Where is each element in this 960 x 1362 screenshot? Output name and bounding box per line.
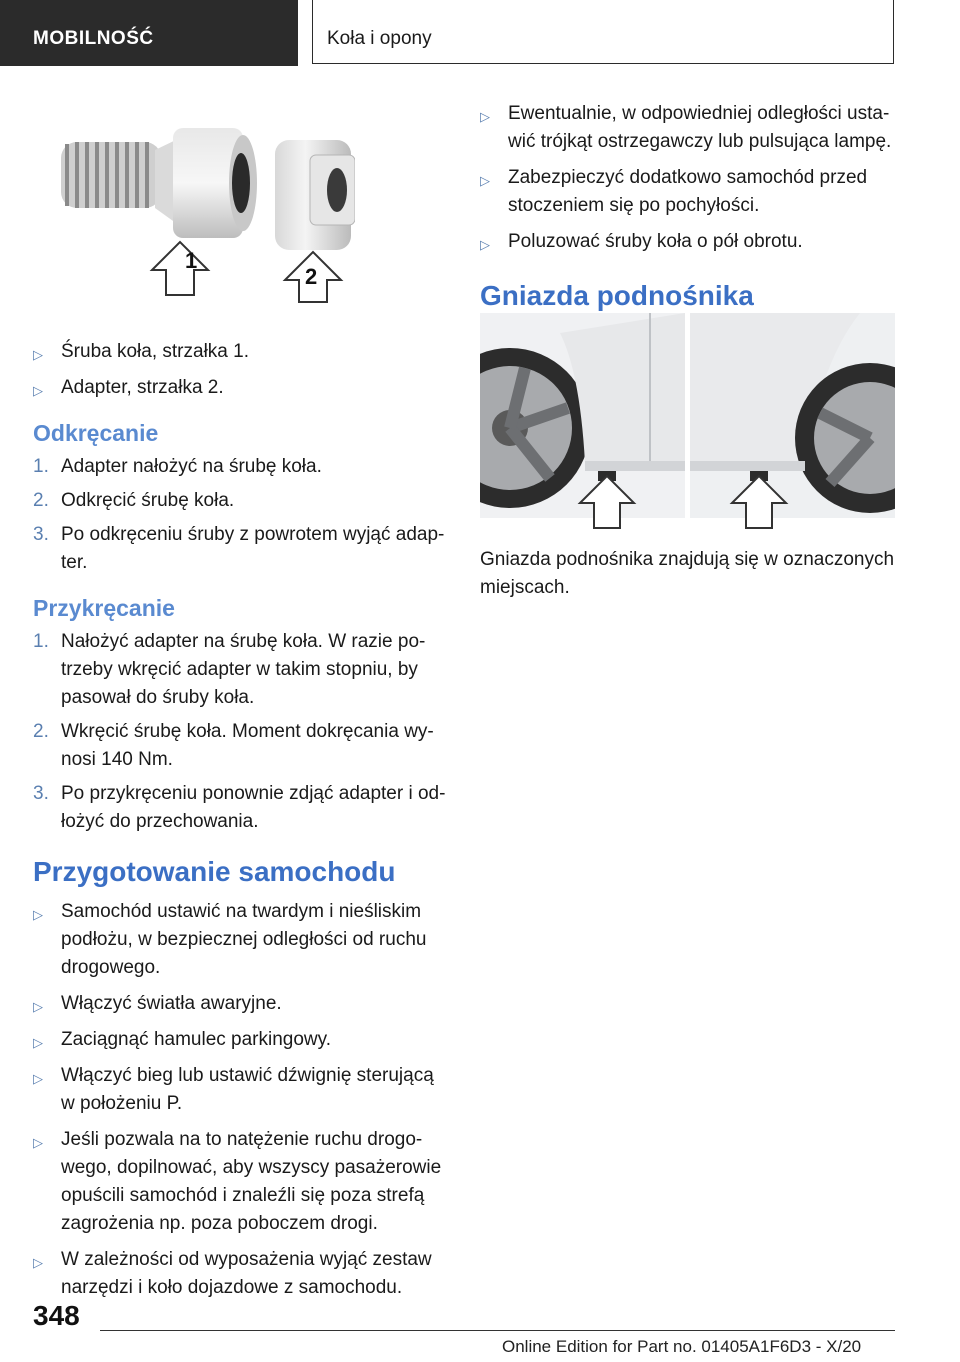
right-list [480, 100, 900, 256]
list-item: ▷ Zabezpieczyć dodatkowo samochód przed stoczeniem się po pochyłości. [480, 167, 868, 216]
heading-unscrew: Odkręcanie [33, 420, 159, 446]
right-wheel-panel [690, 313, 895, 518]
page-header [0, 0, 960, 66]
list-item: ▷ Śruba koła, strzałka 1. [33, 338, 448, 366]
heading-prep: Przygotowanie samochodu [33, 856, 396, 887]
jack-caption-block [480, 546, 900, 602]
bullet-triangle-icon: ▷ [33, 1035, 43, 1050]
list-item: ▷ Włączyć bieg lub ustawić dźwignię sterującą w położeniu P. [33, 1065, 434, 1114]
list-item: ▷ Jeśli pozwala na to natężenie ruchu drogo‐wego, dopilnować, aby wszyscy pasażerowie opuścili samochód i znaleźli się poza strefą zagrożenia np. poza poboczem drogi. [33, 1129, 442, 1234]
list-item: ▷ Samochód ustawić na twardym i nieśliskim podłożu, w bezpiecznej odległości od ruchu drogowego. [33, 901, 427, 978]
section-tab [0, 0, 298, 66]
bullet-triangle-icon: ▷ [480, 109, 490, 124]
bullet-triangle-icon: ▷ [33, 1071, 43, 1086]
footer-edition: Online Edition for Part no. 01405A1F6D3 - X/20 [502, 1337, 862, 1356]
bolt-thread [61, 142, 161, 208]
bullet-triangle-icon: ▷ [33, 1255, 43, 1270]
list-item: ▷ Adapter, strzałka 2. [33, 374, 448, 402]
arrow-label-2: 2 [305, 264, 318, 289]
chapter-tab [312, 0, 894, 64]
adapter [275, 140, 355, 250]
wheel-bolt-figure [55, 120, 355, 305]
list-item: 2. Odkręcić śrubę koła. [33, 490, 235, 511]
bullet-triangle-icon: ▷ [480, 173, 490, 188]
chapter-title: Koła i opony [327, 28, 432, 49]
list-item: ▷ W zależności od wyposażenia wyjąć zestaw narzędzi i koło dojazdowe z samochodu. [33, 1249, 432, 1298]
arrow-1-icon [152, 242, 208, 295]
page-number: 348 [33, 1300, 80, 1331]
list-item: 1. Nałożyć adapter na śrubę koła. W razie po‐trzeby wkręcić adapter w takim stopniu, by pasował do śruby koła. [33, 631, 426, 708]
list-item: 1. Adapter nałożyć na śrubę koła. [33, 456, 322, 477]
bolt-legend-list [33, 338, 448, 402]
bullet-triangle-icon: ▷ [33, 383, 43, 398]
jack-points-figure [480, 313, 895, 538]
bullet-triangle-icon: ▷ [33, 347, 43, 362]
screw-steps [33, 628, 448, 836]
list-item: ▷ Zaciągnąć hamulec parkingowy. [33, 1026, 448, 1054]
left-wheel-panel [480, 313, 685, 518]
bullet-triangle-icon: ▷ [33, 999, 43, 1014]
unscrew-steps [33, 453, 448, 577]
jack-caption: Gniazda podnośnika znajdują się w oznaczonych miejscach. [480, 549, 895, 598]
bullet-triangle-icon: ▷ [33, 1135, 43, 1150]
heading-screw: Przykręcanie [33, 595, 175, 621]
list-item: ▷ Ewentualnie, w odpowiedniej odległości usta‐wić trójkąt ostrzegawczy lub pulsująca lampę. [480, 103, 892, 152]
list-item: ▷ Poluzować śruby koła o pół obrotu. [480, 228, 900, 256]
bullet-triangle-icon: ▷ [480, 237, 490, 252]
prep-list [33, 898, 448, 1302]
left-column [33, 338, 448, 1310]
bullet-triangle-icon: ▷ [33, 907, 43, 922]
footer-divider [100, 1330, 895, 1331]
section-title: MOBILNOŚĆ [33, 28, 154, 49]
list-item: 2. Wkręcić śrubę koła. Moment dokręcania wy‐nosi 140 Nm. [33, 721, 434, 770]
right-column [480, 100, 900, 312]
list-item: 3. Po przykręceniu ponownie zdjąć adapter i od‐łożyć do przechowania. [33, 783, 446, 832]
list-item: 3. Po odkręceniu śruby z powrotem wyjąć adap‐ter. [33, 524, 445, 573]
arrow-label-1: 1 [185, 248, 198, 273]
list-item: ▷ Włączyć światła awaryjne. [33, 990, 448, 1018]
heading-jack: Gniazda podnośnika [480, 280, 754, 311]
